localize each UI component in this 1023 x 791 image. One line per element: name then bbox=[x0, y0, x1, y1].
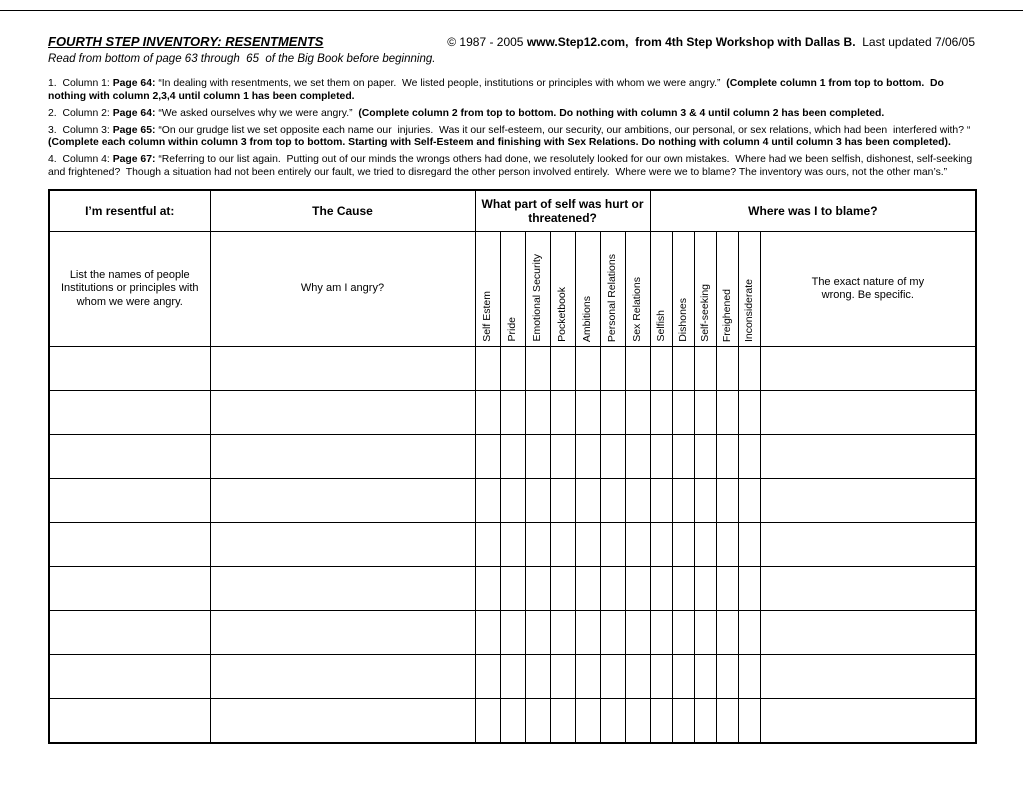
cell-self-part bbox=[625, 391, 650, 435]
cell-self-part bbox=[575, 347, 600, 391]
cell-cause bbox=[210, 699, 475, 744]
header-the-cause: The Cause bbox=[210, 190, 475, 232]
cell-blame-part bbox=[694, 523, 716, 567]
cell-blame-part bbox=[672, 523, 694, 567]
cell-self-part bbox=[625, 435, 650, 479]
cell-self-part bbox=[525, 655, 550, 699]
subheader-inconsiderate bbox=[738, 232, 760, 347]
instruction-4-page: Page 67: bbox=[112, 154, 159, 165]
cell-wrong-nature bbox=[760, 611, 976, 655]
instruction-2-page: Page 64: bbox=[112, 107, 159, 119]
instruction-item-4 bbox=[48, 154, 975, 179]
cell-self-part bbox=[550, 567, 575, 611]
cell-blame-part bbox=[672, 611, 694, 655]
inventory-table-body bbox=[49, 347, 976, 744]
instruction-1-quote: “In dealing with resentments, we set them on paper. We listed people, institutions or principles with whom we were angry.” bbox=[158, 78, 727, 89]
cell-self-part bbox=[475, 567, 500, 611]
cell-blame-part bbox=[738, 435, 760, 479]
cell-self-part bbox=[575, 567, 600, 611]
personal-relations-label: Personal Relations bbox=[606, 253, 619, 342]
cell-blame-part bbox=[738, 391, 760, 435]
cell-self-part bbox=[550, 699, 575, 744]
inconsiderate-label: Inconsiderate bbox=[742, 278, 755, 342]
copyright-years: © 1987 - 2005 bbox=[447, 35, 527, 49]
cell-resentful-name bbox=[49, 435, 210, 479]
table-row bbox=[49, 567, 976, 611]
worksheet-content bbox=[48, 34, 975, 744]
self-esteem-label: Self Estem bbox=[481, 291, 494, 342]
cell-blame-part bbox=[716, 479, 738, 523]
cell-self-part bbox=[550, 655, 575, 699]
cell-self-part bbox=[475, 479, 500, 523]
cell-cause bbox=[210, 567, 475, 611]
cell-cause bbox=[210, 611, 475, 655]
cell-blame-part bbox=[738, 655, 760, 699]
ambitions-label: Ambitions bbox=[581, 295, 594, 342]
cell-self-part bbox=[625, 347, 650, 391]
cell-self-part bbox=[625, 611, 650, 655]
cell-self-part bbox=[500, 347, 525, 391]
cell-resentful-name bbox=[49, 611, 210, 655]
cell-blame-part bbox=[672, 435, 694, 479]
cell-blame-part bbox=[716, 523, 738, 567]
cell-cause bbox=[210, 655, 475, 699]
cell-wrong-nature bbox=[760, 347, 976, 391]
subheader-frightened bbox=[716, 232, 738, 347]
cell-cause bbox=[210, 347, 475, 391]
instruction-item-1 bbox=[48, 78, 975, 103]
cell-blame-part bbox=[694, 567, 716, 611]
instruction-4-quote: “Referring to our list again. Putting out of our minds the wrongs others had done, we resolutely looked for our own mistakes. Where had we been selfish, dishonest, self-seeking and frightened? Though a situation had not been entirely our fault, we tried to disregard the other person involved entirely. Where were we to blame? The inventory was ours, not the other man’s.” bbox=[48, 154, 976, 178]
cell-self-part bbox=[600, 699, 625, 744]
cell-blame-part bbox=[650, 567, 672, 611]
cell-self-part bbox=[525, 347, 550, 391]
cell-self-part bbox=[625, 567, 650, 611]
cell-self-part bbox=[500, 435, 525, 479]
cell-blame-part bbox=[716, 655, 738, 699]
subheader-sex-relations bbox=[625, 232, 650, 347]
cell-self-part bbox=[525, 479, 550, 523]
cell-resentful-name bbox=[49, 655, 210, 699]
cell-resentful-name bbox=[49, 567, 210, 611]
cell-self-part bbox=[575, 611, 600, 655]
subheader-ambitions bbox=[575, 232, 600, 347]
table-row bbox=[49, 347, 976, 391]
cell-blame-part bbox=[716, 611, 738, 655]
cell-cause bbox=[210, 523, 475, 567]
instruction-item-2 bbox=[48, 108, 975, 121]
cell-blame-part bbox=[716, 699, 738, 744]
cell-blame-part bbox=[650, 699, 672, 744]
instruction-item-3 bbox=[48, 125, 975, 150]
cell-self-part bbox=[525, 523, 550, 567]
cell-self-part bbox=[550, 479, 575, 523]
instruction-4-prefix: 4. Column 4: bbox=[48, 154, 113, 165]
cell-wrong-nature bbox=[760, 655, 976, 699]
table-row bbox=[49, 391, 976, 435]
cell-blame-part bbox=[650, 611, 672, 655]
subheader-selfish bbox=[650, 232, 672, 347]
cell-blame-part bbox=[738, 347, 760, 391]
cell-self-part bbox=[625, 655, 650, 699]
sex-relations-label: Sex Relations bbox=[631, 277, 644, 342]
cell-blame-part bbox=[672, 479, 694, 523]
instruction-1-prefix: 1. Column 1: bbox=[48, 78, 113, 89]
table-row bbox=[49, 699, 976, 744]
cell-self-part bbox=[575, 655, 600, 699]
cell-blame-part bbox=[672, 699, 694, 744]
cell-blame-part bbox=[694, 479, 716, 523]
cell-blame-part bbox=[716, 567, 738, 611]
cell-blame-part bbox=[650, 479, 672, 523]
cell-self-part bbox=[575, 435, 600, 479]
table-header bbox=[49, 190, 976, 347]
cell-blame-part bbox=[650, 347, 672, 391]
reading-instruction: Read from bottom of page 63 through 65 of the Big Book before beginning. bbox=[48, 53, 436, 65]
cell-blame-part bbox=[738, 611, 760, 655]
cell-self-part bbox=[475, 699, 500, 744]
cell-resentful-name bbox=[49, 479, 210, 523]
group-header-row bbox=[49, 190, 976, 232]
sub-header-row bbox=[49, 232, 976, 347]
cell-blame-part bbox=[716, 435, 738, 479]
header-resentful-at: I’m resentful at: bbox=[49, 190, 210, 232]
cell-self-part bbox=[550, 391, 575, 435]
cell-self-part bbox=[625, 523, 650, 567]
cell-blame-part bbox=[650, 655, 672, 699]
cell-cause bbox=[210, 479, 475, 523]
cell-self-part bbox=[600, 347, 625, 391]
header-part-of-self: What part of self was hurt or threatened? bbox=[475, 190, 650, 232]
cell-self-part bbox=[575, 479, 600, 523]
instruction-1-page: Page 64: bbox=[112, 78, 159, 89]
cell-self-part bbox=[600, 611, 625, 655]
cell-self-part bbox=[550, 523, 575, 567]
subheader-exact-nature bbox=[760, 232, 976, 347]
cell-self-part bbox=[600, 479, 625, 523]
cell-wrong-nature bbox=[760, 391, 976, 435]
cell-blame-part bbox=[716, 347, 738, 391]
cell-blame-part bbox=[738, 523, 760, 567]
cell-self-part bbox=[600, 435, 625, 479]
exact-nature-label: The exact nature of my wrong. Be specific. bbox=[811, 275, 925, 301]
cell-self-part bbox=[625, 699, 650, 744]
table-row bbox=[49, 655, 976, 699]
instruction-2-prefix: 2. Column 2: bbox=[48, 107, 113, 119]
cell-self-part bbox=[500, 523, 525, 567]
cell-self-part bbox=[500, 655, 525, 699]
cell-blame-part bbox=[650, 435, 672, 479]
cell-resentful-name bbox=[49, 391, 210, 435]
cell-self-part bbox=[525, 435, 550, 479]
cell-blame-part bbox=[716, 391, 738, 435]
pride-label: Pride bbox=[506, 317, 519, 342]
instruction-3-page: Page 65: bbox=[112, 124, 159, 136]
inventory-table bbox=[48, 189, 977, 744]
cell-blame-part bbox=[650, 523, 672, 567]
cell-resentful-name bbox=[49, 699, 210, 744]
cell-self-part bbox=[600, 391, 625, 435]
cell-blame-part bbox=[694, 611, 716, 655]
cell-blame-part bbox=[738, 699, 760, 744]
cell-self-part bbox=[600, 655, 625, 699]
cell-wrong-nature bbox=[760, 523, 976, 567]
cell-blame-part bbox=[672, 655, 694, 699]
instruction-3-prefix: 3. Column 3: bbox=[48, 124, 113, 136]
subheader-names: List the names of people Institutions or principles with whom we were angry. bbox=[49, 232, 210, 347]
cell-self-part bbox=[525, 391, 550, 435]
table-row bbox=[49, 611, 976, 655]
cell-blame-part bbox=[672, 347, 694, 391]
subheader-pocketbook bbox=[550, 232, 575, 347]
cell-resentful-name bbox=[49, 347, 210, 391]
cell-wrong-nature bbox=[760, 479, 976, 523]
cell-wrong-nature bbox=[760, 699, 976, 744]
cell-self-part bbox=[550, 347, 575, 391]
subheader-why-angry: Why am I angry? bbox=[210, 232, 475, 347]
cell-self-part bbox=[500, 479, 525, 523]
cell-self-part bbox=[500, 567, 525, 611]
cell-self-part bbox=[475, 611, 500, 655]
cell-blame-part bbox=[738, 567, 760, 611]
page-title: FOURTH STEP INVENTORY: RESENTMENTS bbox=[48, 34, 324, 49]
copyright-line bbox=[447, 35, 975, 49]
cell-self-part bbox=[500, 391, 525, 435]
cell-self-part bbox=[600, 567, 625, 611]
subheader-self-seeking bbox=[694, 232, 716, 347]
cell-blame-part bbox=[672, 567, 694, 611]
cell-self-part bbox=[525, 567, 550, 611]
instructions-block bbox=[48, 78, 975, 179]
cell-self-part bbox=[525, 699, 550, 744]
page-top-rule bbox=[0, 10, 1023, 11]
cell-self-part bbox=[575, 699, 600, 744]
cell-self-part bbox=[500, 611, 525, 655]
page-header bbox=[48, 34, 975, 49]
cell-cause bbox=[210, 435, 475, 479]
subheader-dishonest bbox=[672, 232, 694, 347]
cell-blame-part bbox=[672, 391, 694, 435]
instruction-3-quote: “On our grudge list we set opposite each name our injuries. Was it our self-esteem, our security, our ambitions, our personal, or sex relations, which had been interfered with? “ bbox=[158, 124, 974, 136]
header-where-to-blame: Where was I to blame? bbox=[650, 190, 976, 232]
cell-blame-part bbox=[694, 699, 716, 744]
pocketbook-label: Pocketbook bbox=[556, 287, 569, 342]
cell-cause bbox=[210, 391, 475, 435]
subheader-pride bbox=[500, 232, 525, 347]
cell-self-part bbox=[575, 391, 600, 435]
emotional-security-label: Emotional Security bbox=[531, 254, 544, 342]
cell-self-part bbox=[475, 435, 500, 479]
copyright-updated: Last updated 7/06/05 bbox=[855, 35, 975, 49]
table-row bbox=[49, 523, 976, 567]
cell-blame-part bbox=[738, 479, 760, 523]
instruction-2-quote: “We asked ourselves why we were angry.” bbox=[158, 107, 359, 119]
cell-self-part bbox=[600, 523, 625, 567]
cell-self-part bbox=[475, 347, 500, 391]
instruction-3-note: (Complete each column within column 3 from top to bottom. Starting with Self-Esteem and finishing with Sex Relations. Do nothing with column 4 until column 3 has been completed). bbox=[48, 137, 951, 148]
cell-blame-part bbox=[694, 435, 716, 479]
subheader-personal-relations bbox=[600, 232, 625, 347]
selfish-label: Selfish bbox=[654, 310, 667, 342]
cell-blame-part bbox=[650, 391, 672, 435]
cell-wrong-nature bbox=[760, 567, 976, 611]
self-seeking-label: Self-seeking bbox=[698, 284, 711, 342]
cell-blame-part bbox=[694, 347, 716, 391]
frightened-label: Freighened bbox=[720, 288, 733, 342]
cell-self-part bbox=[550, 611, 575, 655]
cell-self-part bbox=[550, 435, 575, 479]
cell-blame-part bbox=[694, 391, 716, 435]
cell-self-part bbox=[625, 479, 650, 523]
cell-self-part bbox=[500, 699, 525, 744]
cell-blame-part bbox=[694, 655, 716, 699]
cell-self-part bbox=[475, 523, 500, 567]
subheader-emotional-security bbox=[525, 232, 550, 347]
cell-self-part bbox=[475, 391, 500, 435]
cell-self-part bbox=[475, 655, 500, 699]
cell-self-part bbox=[525, 611, 550, 655]
subheader-self-esteem bbox=[475, 232, 500, 347]
dishonest-label: Dishones bbox=[676, 298, 689, 342]
copyright-source: www.Step12.com, from 4th Step Workshop with Dallas B. bbox=[526, 35, 856, 49]
table-row bbox=[49, 435, 976, 479]
cell-resentful-name bbox=[49, 523, 210, 567]
cell-self-part bbox=[575, 523, 600, 567]
instruction-1-note: (Complete column 1 from top to bottom. Do nothing with column 2,3,4 until column 1 has been completed. bbox=[48, 78, 947, 102]
instruction-2-note: (Complete column 2 from top to bottom. Do nothing with column 3 & 4 until column 2 has been completed. bbox=[358, 107, 885, 119]
table-row bbox=[49, 479, 976, 523]
cell-wrong-nature bbox=[760, 435, 976, 479]
